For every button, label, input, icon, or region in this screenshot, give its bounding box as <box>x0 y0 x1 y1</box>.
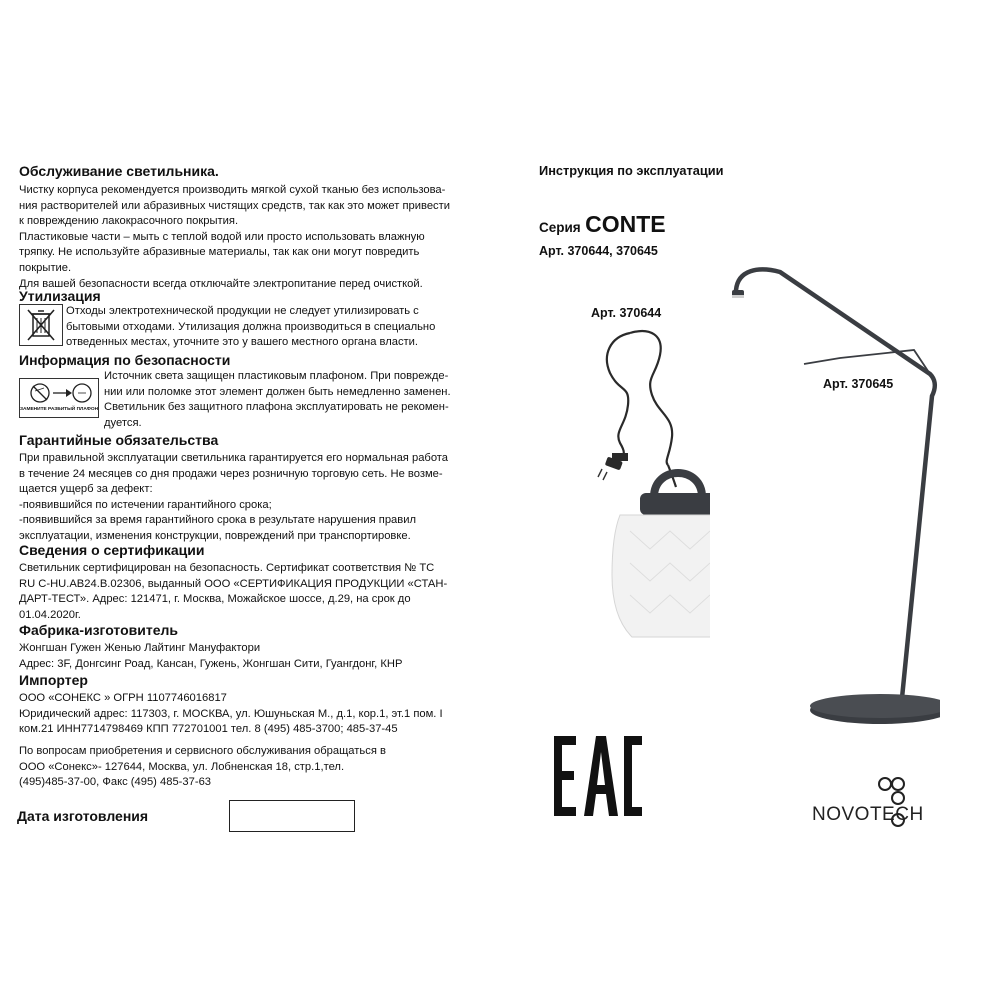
disposal-line: отведенных местах, уточните это у вашего местного органа власти. <box>66 336 419 349</box>
certification-line: RU C-HU.AB24.B.02306, выданный ООО «СЕРТИФИКАЦИЯ ПРОДУКЦИИ «СТАН- <box>19 577 448 590</box>
manufacturer-line: Адрес: 3F, Донгсинг Роад, Кансан, Гужень, Жонгшан Сити, Гуангдонг, КНР <box>19 657 403 670</box>
brand-name: NOVOTECH <box>812 804 924 825</box>
certification-section <box>19 542 499 623</box>
importer-line: Юридический адрес: 117303, г. МОСКВА, ул. Юшуньская М., д.1, кор.1, эт.1 пом. I <box>19 707 443 720</box>
manufacturer-section <box>19 622 499 672</box>
importer-line: ком.21 ИНН7714798469 КПП 772701001 тел. 8 (495) 485-3700; 485-37-45 <box>19 723 398 736</box>
maintenance-section <box>19 163 499 292</box>
safety-section <box>19 352 499 368</box>
series-name: CONTE <box>585 211 666 237</box>
disposal-line: Отходы электротехнической продукции не следует утилизировать с <box>66 305 419 317</box>
art-pendant-label: Арт. 370644 <box>591 306 662 320</box>
certification-line: 01.04.2020г. <box>19 608 81 621</box>
importer-heading: Импортер <box>19 672 88 688</box>
series-title <box>539 211 666 238</box>
warranty-line: -появившийся за время гарантийного срока в результате нарушения правил <box>19 514 417 527</box>
service-line: По вопросам приобретения и сервисного обслуживания обращаться в <box>19 745 386 757</box>
warranty-section <box>19 432 499 545</box>
floor-lamp-image <box>730 262 940 730</box>
pendant-lamp-image <box>590 325 710 645</box>
certification-heading: Сведения о сертификации <box>19 542 205 558</box>
safety-line: нии или поломке этот элемент должен быть немедленно заменен. <box>104 385 451 398</box>
maintenance-line: Чистку корпуса рекомендуется производить мягкой сухой тканью без использова- <box>19 184 446 196</box>
service-line: (495)485-37-00, Факс (495) 485-37-63 <box>19 776 212 789</box>
safety-line: Светильник без защитного плафона эксплуатировать не рекомен- <box>104 401 449 414</box>
replace-shade-icon <box>19 378 99 418</box>
maintenance-line: Пластиковые части – мыть с теплой водой или просто использовать влажную <box>19 230 425 243</box>
certification-line: ДАРТ-ТЕСТ». Адрес: 121471, г. Москва, Можайское шоссе, д.29, на срок до <box>19 593 411 606</box>
instruction-title: Инструкция по эксплуатации <box>539 163 724 178</box>
warranty-line: в течение 24 месяцев со дня продажи через розничную торговую сеть. Не возме- <box>19 467 443 480</box>
maintenance-line: Для вашей безопасности всегда отключайте электропитание перед очисткой. <box>19 277 423 290</box>
maintenance-line: ния растворителей или абразивных чистящих средств, так как это может привести <box>19 199 451 212</box>
service-section <box>19 744 499 791</box>
series-label: Серия <box>539 220 581 235</box>
warranty-line: эксплуатации, изменения конструкции, повреждений при транспортировке. <box>19 529 411 542</box>
warranty-line: При правильной эксплуатации светильника гарантируется его нормальная работа <box>19 452 449 464</box>
maintenance-line: к повреждению лакокрасочного покрытия. <box>19 215 239 228</box>
service-line: ООО «Сонекс»- 127644, Москва, ул. Лобненская 18, стр.1,тел. <box>19 760 345 773</box>
disposal-section <box>19 288 499 304</box>
manufacturer-line: Жонгшан Гужен Женью Лайтинг Мануфактори <box>19 642 261 654</box>
warranty-heading: Гарантийные обязательства <box>19 432 219 448</box>
safety-line: дуется. <box>104 416 142 429</box>
articles-label: Арт. 370644, 370645 <box>539 244 658 258</box>
warranty-line: щается ущерб за дефект: <box>19 483 153 496</box>
replace-shade-caption: ЗАМЕНИТЕ РАЗБИТЫЙ ПЛАФОН <box>20 407 99 412</box>
manufacture-date-label: Дата изготовления <box>17 808 149 824</box>
manufacturer-heading: Фабрика-изготовитель <box>19 622 178 638</box>
maintenance-line: покрытие. <box>19 261 72 274</box>
crossed-bin-icon <box>19 304 63 346</box>
warranty-line: -появившийся по истечении гарантийного срока; <box>19 498 272 511</box>
maintenance-heading: Обслуживание светильника. <box>19 163 219 179</box>
art-floor-label: Арт. 370645 <box>823 377 894 391</box>
disposal-text <box>66 304 435 351</box>
manufacture-date-box <box>229 800 355 832</box>
safety-heading: Информация по безопасности <box>19 352 231 368</box>
disposal-line: бытовыми отходами. Утилизация должна производиться в специально <box>66 320 436 333</box>
eac-logo-icon <box>552 734 644 818</box>
importer-line: ООО «СОНЕКС » ОГРН 1107746016817 <box>19 692 227 704</box>
safety-text <box>104 369 451 431</box>
importer-section <box>19 672 499 738</box>
certification-line: Светильник сертифицирован на безопасность. Сертификат соответствия № ТС <box>19 562 435 574</box>
safety-line: Источник света защищен пластиковым плафоном. При поврежде- <box>104 370 449 382</box>
maintenance-line: тряпку. Не используйте абразивные материалы, так как они могут повредить <box>19 246 420 259</box>
disposal-heading: Утилизация <box>19 288 101 304</box>
